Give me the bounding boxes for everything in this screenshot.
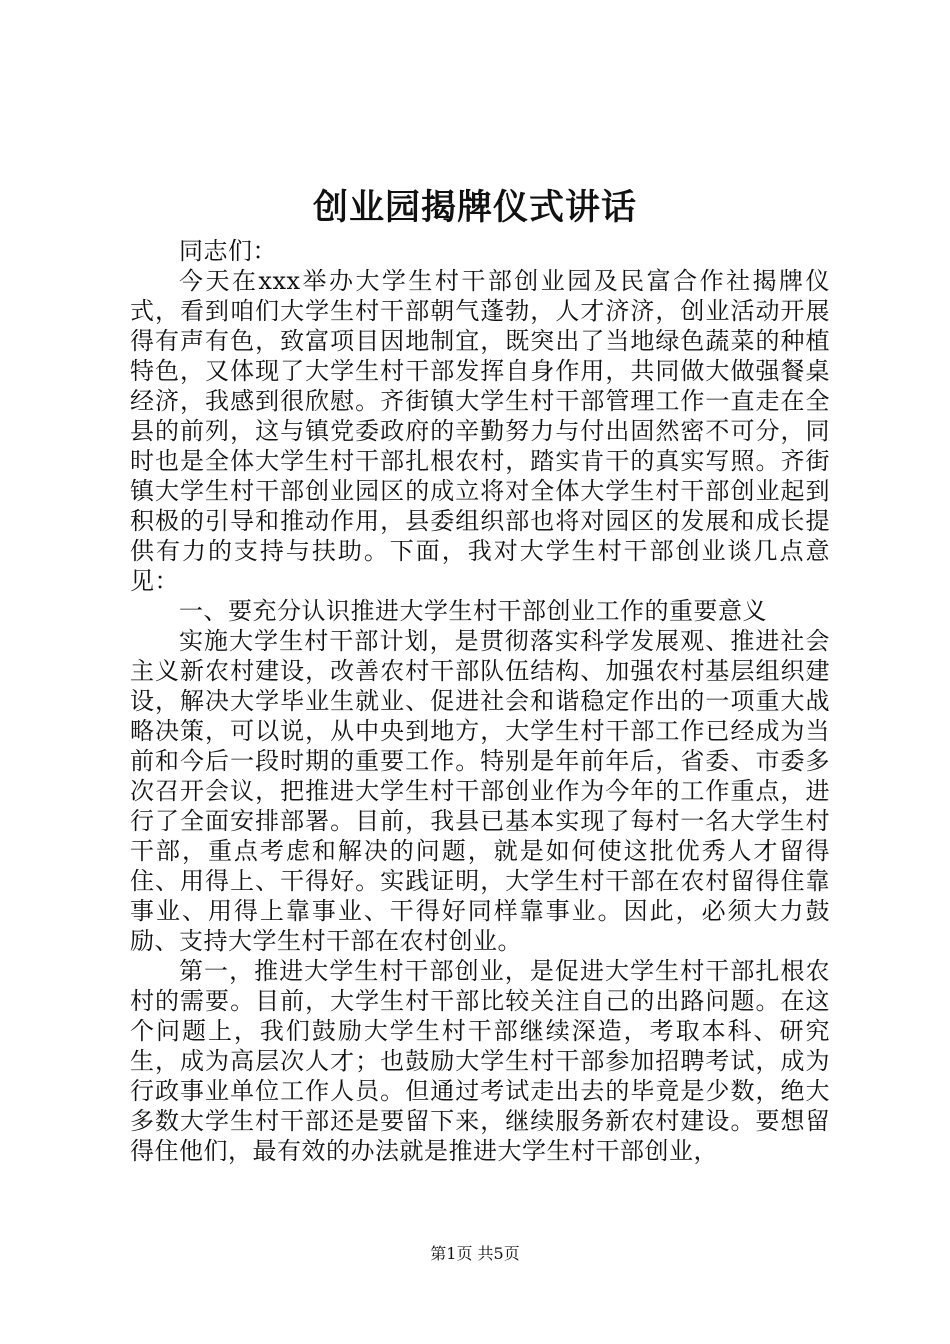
opening-paragraph: 今天在xxx举办大学生村干部创业园及民富合作社揭牌仪式，看到咱们大学生村干部朝气蓬勃，人才济济，创业活动开展得有声有色，致富项目因地制宜，既突出了当地绿色蔬菜的种植特色，又体现了大学生村干部发挥自身作用，共同做大做强餐桌经济，我感到很欣慰。齐街镇大学生村干部管理工作一直走在全县的前列，这与镇党委政府的辛勤努力与付出固然密不可分，同时也是全体大学生村干部扎根农村，踏实肯干的真实写照。齐街镇大学生村干部创业园区的成立将对全体大学生村干部创业起到积极的引导和推动作用，县委组织部也将对园区的发展和成长提供有力的支持与扶助。下面，我对大学生村干部创业谈几点意见： xyxy=(130,267,830,595)
document-body xyxy=(130,236,830,1166)
page-footer: 第1页 共5页 xyxy=(430,1244,520,1263)
salutation-paragraph: 同志们： xyxy=(179,237,277,265)
body-paragraph: 第一，推进大学生村干部创业，是促进大学生村干部扎根农村的需要。目前，大学生村干部比较关注自己的出路问题。在这个问题上，我们鼓励大学生村干部继续深造，考取本科、研究生，成为高层次人才；也鼓励大学生村干部参加招聘考试，成为行政事业单位工作人员。但通过考试走出去的毕竟是少数，绝大多数大学生村干部还是要留下来，继续服务新农村建设。要想留得住他们，最有效的办法就是推进大学生村干部创业， xyxy=(130,957,830,1165)
document-title: 创业园揭牌仪式讲话 xyxy=(312,187,637,228)
body-paragraph: 实施大学生村干部计划，是贯彻落实科学发展观、推进社会主义新农村建设，改善农村干部队伍结构、加强农村基层组织建设，解决大学毕业生就业、促进社会和谐稳定作出的一项重大战略决策，可以说，从中央到地方，大学生村干部工作已经成为当前和今后一段时期的重要工作。特别是年前年后，省委、市委多次召开会议，把推进大学生村干部创业作为今年的工作重点，进行了全面安排部署。目前，我县已基本实现了每村一名大学生村干部，重点考虑和解决的问题，就是如何使这批优秀人才留得住、用得上、干得好。实践证明，大学生村干部在农村留得住靠事业、用得上靠事业、干得好同样靠事业。因此，必须大力鼓励、支持大学生村干部在农村创业。 xyxy=(130,627,830,955)
section-heading: 一、要充分认识推进大学生村干部创业工作的重要意义 xyxy=(179,597,767,625)
